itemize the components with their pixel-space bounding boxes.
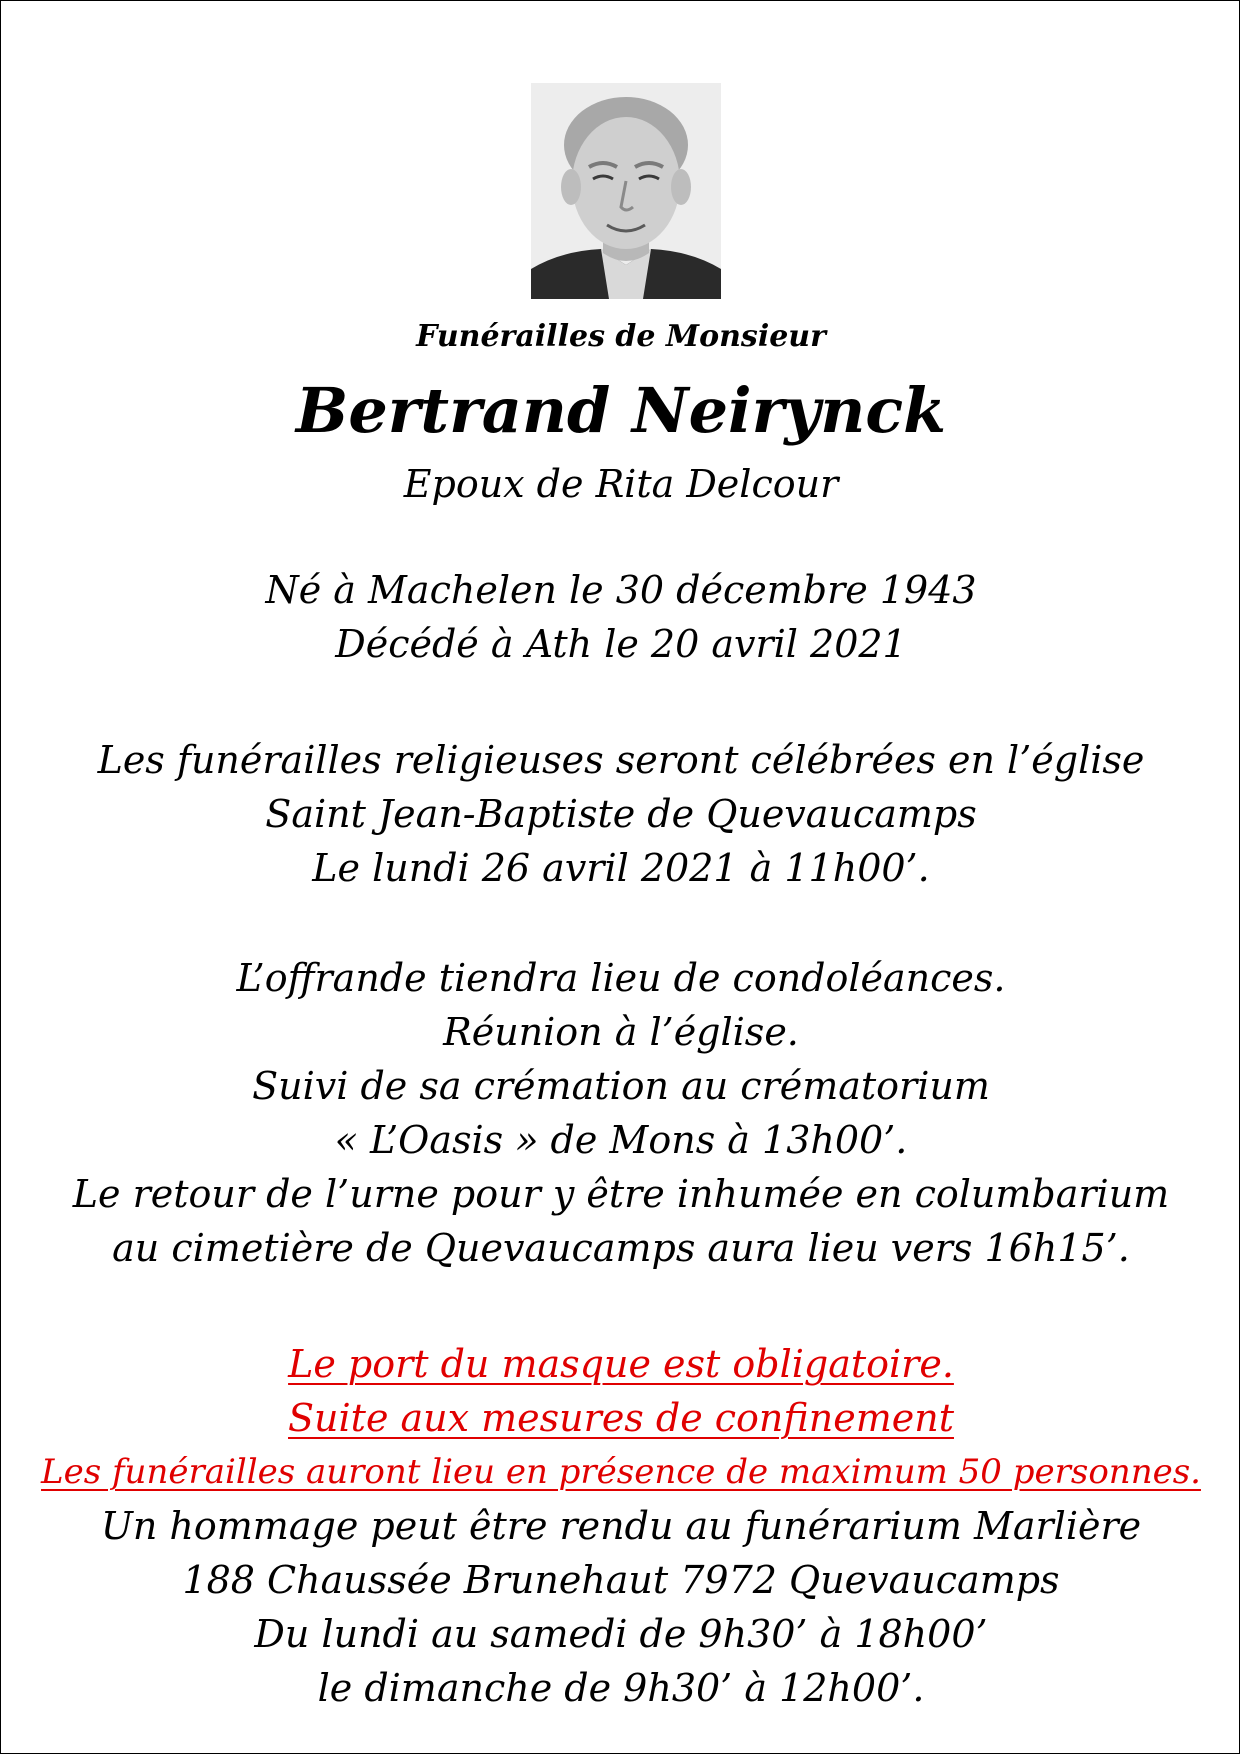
portrait-photo <box>531 83 721 299</box>
details-line: Suivi de sa crémation au crématorium <box>252 1064 990 1108</box>
details-line: Le retour de l’urne pour y être inhumée en columbarium <box>72 1172 1170 1216</box>
notices-section <box>1 1337 1240 1499</box>
birth-line: Né à Machelen le 30 décembre 1943 <box>265 568 977 612</box>
deceased-name: Bertrand Neirynck <box>295 374 947 447</box>
ceremony-section <box>1 733 1240 895</box>
spouse-line: Epoux de Rita Delcour <box>403 462 839 506</box>
notice-line: Les funérailles auront lieu en présence de maximum 50 personnes. <box>41 1452 1201 1492</box>
visitation-section <box>1 1499 1240 1715</box>
details-section <box>1 951 1240 1275</box>
details-line: Réunion à l’église. <box>443 1010 799 1054</box>
ceremony-line: Les funérailles religieuses seront célébrées en l’église <box>97 738 1145 782</box>
header-section <box>1 317 1240 357</box>
death-line: Décédé à Ath le 20 avril 2021 <box>335 622 907 666</box>
header-title: Funérailles de Monsieur <box>416 319 826 354</box>
details-line: « L’Oasis » de Mons à 13h00’. <box>334 1118 908 1162</box>
spouse-section <box>1 457 1240 511</box>
visitation-line: Du lundi au samedi de 9h30’ à 18h00’ <box>254 1612 988 1656</box>
portrait-illustration <box>531 83 721 299</box>
details-line: au cimetière de Quevaucamps aura lieu vers 16h15’. <box>112 1226 1130 1270</box>
ceremony-line: Saint Jean-Baptiste de Quevaucamps <box>265 792 977 836</box>
details-line: L’offrande tiendra lieu de condoléances. <box>236 956 1006 1000</box>
visitation-line: 188 Chaussée Brunehaut 7972 Quevaucamps <box>182 1558 1060 1602</box>
visitation-line: Un hommage peut être rendu au funérarium Marlière <box>100 1504 1142 1548</box>
visitation-line: le dimanche de 9h30’ à 12h00’. <box>317 1666 925 1710</box>
ceremony-line: Le lundi 26 avril 2021 à 11h00’. <box>312 846 930 890</box>
notice-line: Suite aux mesures de confinement <box>288 1396 954 1440</box>
deceased-name-section <box>1 371 1240 451</box>
notice-line: Le port du masque est obligatoire. <box>288 1342 954 1386</box>
dates-section <box>1 563 1240 671</box>
